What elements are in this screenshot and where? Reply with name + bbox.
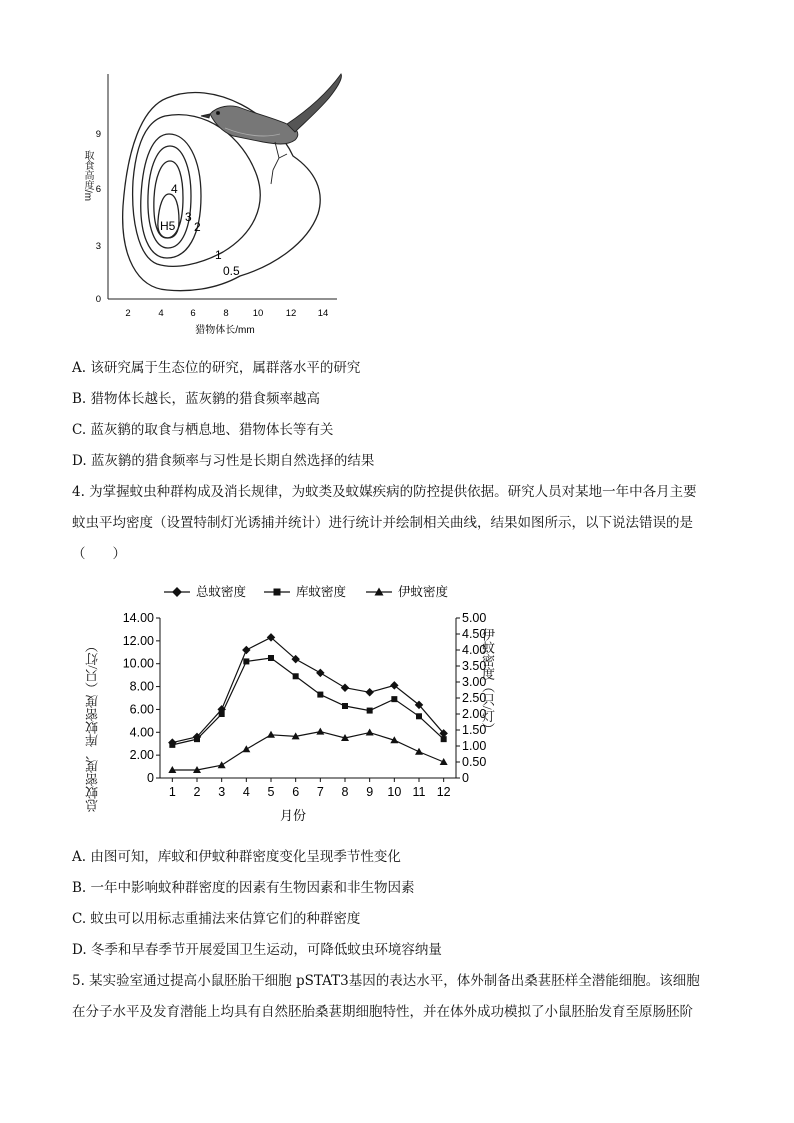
data-point-square [169, 742, 175, 748]
x-tick-label: 11 [412, 785, 426, 799]
data-point-square [342, 703, 348, 709]
contour-label: H5 [160, 219, 176, 233]
legend-label: 总蚊密度 [196, 585, 247, 599]
q5-stem-line-2: 在分子水平及发育潜能上均具有自然胚胎桑葚期细胞特性，并在体外成功模拟了小鼠胚胎发育至原肠胚阶 [72, 1004, 693, 1020]
x-tick: 6 [190, 308, 196, 319]
square-marker-icon [274, 589, 281, 596]
legend-label: 库蚊密度 [296, 585, 347, 599]
y-tick: 3 [95, 241, 101, 252]
x-tick-label: 5 [267, 785, 275, 799]
chart-series [168, 633, 448, 773]
q5-stem-line-1: 5. 某实验室通过提高小鼠胚胎干细胞 pSTAT3基因的表达水平，体外制备出桑葚胚样全潜能细胞。该细胞 [72, 973, 700, 989]
q3-option-b: B. 猎物体长越长，蓝灰鹟的猎食频率越高 [72, 391, 321, 407]
left-tick-label: 4.00 [129, 725, 154, 740]
contour-svg [75, 66, 350, 341]
data-point-square [293, 673, 299, 679]
data-point-triangle [415, 748, 423, 755]
q4-option-a: A. 由图可知，库蚊和伊蚊种群密度变化呈现季节性变化 [72, 849, 401, 865]
x-tick: 12 [285, 308, 297, 319]
data-point-diamond [341, 683, 349, 691]
data-point-triangle [440, 758, 448, 765]
chart-legend [164, 584, 449, 599]
x-tick: 4 [158, 308, 164, 319]
left-tick-label: 2.00 [129, 748, 154, 763]
q3-option-d: D. 蓝灰鹟的猎食频率与习性是长期自然选择的结果 [72, 453, 375, 469]
x-tick-label: 9 [366, 785, 374, 799]
diamond-marker-icon [172, 587, 182, 597]
contour-label: 3 [185, 210, 192, 224]
legend-item-aedes [366, 584, 449, 599]
left-tick-label: 8.00 [129, 679, 154, 694]
q4-option-b: B. 一年中影响蚊种群密度的因素有生物因素和非生物因素 [72, 880, 415, 896]
y-tick: 9 [95, 129, 101, 140]
data-point-diamond [365, 688, 373, 696]
chart-left-axis-label-text: 总蚊密度、库蚊密度（只/灯） [85, 639, 100, 812]
data-point-triangle [316, 728, 324, 735]
q4-option-d: D. 冬季和早春季节开展爱国卫生运动，可降低蚊虫环境容纳量 [72, 942, 442, 958]
right-tick-label: 0 [462, 771, 469, 785]
contour-label: 2 [194, 220, 201, 234]
data-point-diamond [316, 669, 324, 677]
contour-figure [75, 66, 350, 341]
mosquito-chart-svg [82, 578, 502, 830]
data-point-square [268, 655, 274, 661]
x-tick-label: 3 [218, 785, 226, 799]
series-line [172, 658, 443, 745]
contour-2 [141, 134, 201, 258]
x-tick-label: 12 [436, 785, 451, 799]
x-tick-label: 7 [316, 785, 324, 799]
left-tick-label: 0 [147, 771, 154, 785]
left-tick-label: 12.00 [122, 633, 154, 648]
q4-stem-line-3: （ ） [72, 546, 126, 562]
y-axis-label [79, 150, 93, 201]
x-tick: 8 [223, 308, 229, 319]
right-tick-label: 3.00 [462, 675, 487, 689]
y-tick: 6 [95, 184, 101, 195]
contour-labels [160, 182, 240, 278]
right-tick-label: 0.50 [462, 755, 487, 769]
right-tick-label: 4.50 [462, 627, 487, 641]
x-tick-label: 8 [341, 785, 349, 799]
x-tick-label: 10 [387, 785, 402, 799]
x-tick: 14 [317, 308, 329, 319]
q3-option-a: A. 该研究属于生态位的研究，属群落水平的研究 [72, 360, 361, 376]
right-tick-label: 2.00 [462, 707, 487, 721]
mosquito-chart [82, 578, 502, 830]
chart-left-axis-label [84, 632, 102, 812]
legend-item-culex [264, 584, 347, 599]
x-tick-label: 4 [242, 785, 250, 799]
contour-label: 4 [171, 182, 178, 196]
x-tick-labels [125, 308, 328, 319]
y-axis-label-text: 取食高度/m [82, 150, 93, 202]
x-tick-label: 2 [193, 785, 201, 799]
left-tick-label: 10.00 [122, 656, 154, 671]
data-point-triangle [267, 731, 275, 738]
x-axis-label: 猎物体长/mm [195, 325, 255, 336]
q3-option-c: C. 蓝灰鹟的取食与栖息地、猎物体长等有关 [72, 422, 334, 438]
chart-x-axis-label: 月份 [279, 808, 307, 823]
data-point-triangle [366, 729, 374, 736]
q4-stem-line-2: 蚊虫平均密度（设置特制灯光诱捕并统计）进行统计并绘制相关曲线，结果如图所示，以下说法错误的是 [72, 515, 693, 531]
right-tick-label: 3.50 [462, 659, 487, 673]
contour-label: 1 [215, 248, 222, 262]
x-tick-label: 6 [292, 785, 300, 799]
right-tick-label: 4.00 [462, 643, 487, 657]
series-line [172, 732, 443, 770]
data-point-square [441, 736, 447, 742]
right-tick-label: 2.50 [462, 691, 487, 705]
right-tick-label: 5.00 [462, 611, 487, 625]
data-point-square [416, 713, 422, 719]
x-tick-label: 1 [168, 785, 176, 799]
x-tick: 2 [125, 308, 131, 319]
q4-option-c: C. 蚊虫可以用标志重捕法来估算它们的种群密度 [72, 911, 361, 927]
chart-right-axis-label [478, 628, 496, 798]
data-point-triangle [218, 761, 226, 768]
series-line [172, 637, 443, 742]
data-point-triangle [242, 745, 250, 752]
q4-stem-line-1: 4. 为掌握蚊虫种群构成及消长规律，为蚊类及蚊媒疾病的防控提供依据。研究人员对某地一年中各月主要 [72, 484, 697, 500]
data-point-square [194, 736, 200, 742]
legend-item-total [164, 584, 247, 599]
data-point-square [317, 692, 323, 698]
data-point-square [243, 658, 249, 664]
contour-label: 0.5 [223, 264, 240, 278]
data-point-square [391, 696, 397, 702]
data-point-square [367, 708, 373, 714]
data-point-square [219, 711, 225, 717]
left-tick-label: 14.00 [122, 611, 154, 625]
right-tick-label: 1.50 [462, 723, 487, 737]
right-tick-label: 1.00 [462, 739, 487, 753]
bird-illustration [201, 74, 341, 184]
data-point-diamond [242, 646, 250, 654]
left-tick-label: 6.00 [129, 702, 154, 717]
legend-label: 伊蚊密度 [398, 585, 449, 599]
x-tick: 10 [252, 308, 264, 319]
y-tick-labels [96, 129, 101, 305]
chart-right-axis-label-text: 伊蚊密度（只/灯） [480, 628, 495, 736]
y-tick: 0 [95, 294, 101, 305]
chart-axes [123, 611, 487, 799]
